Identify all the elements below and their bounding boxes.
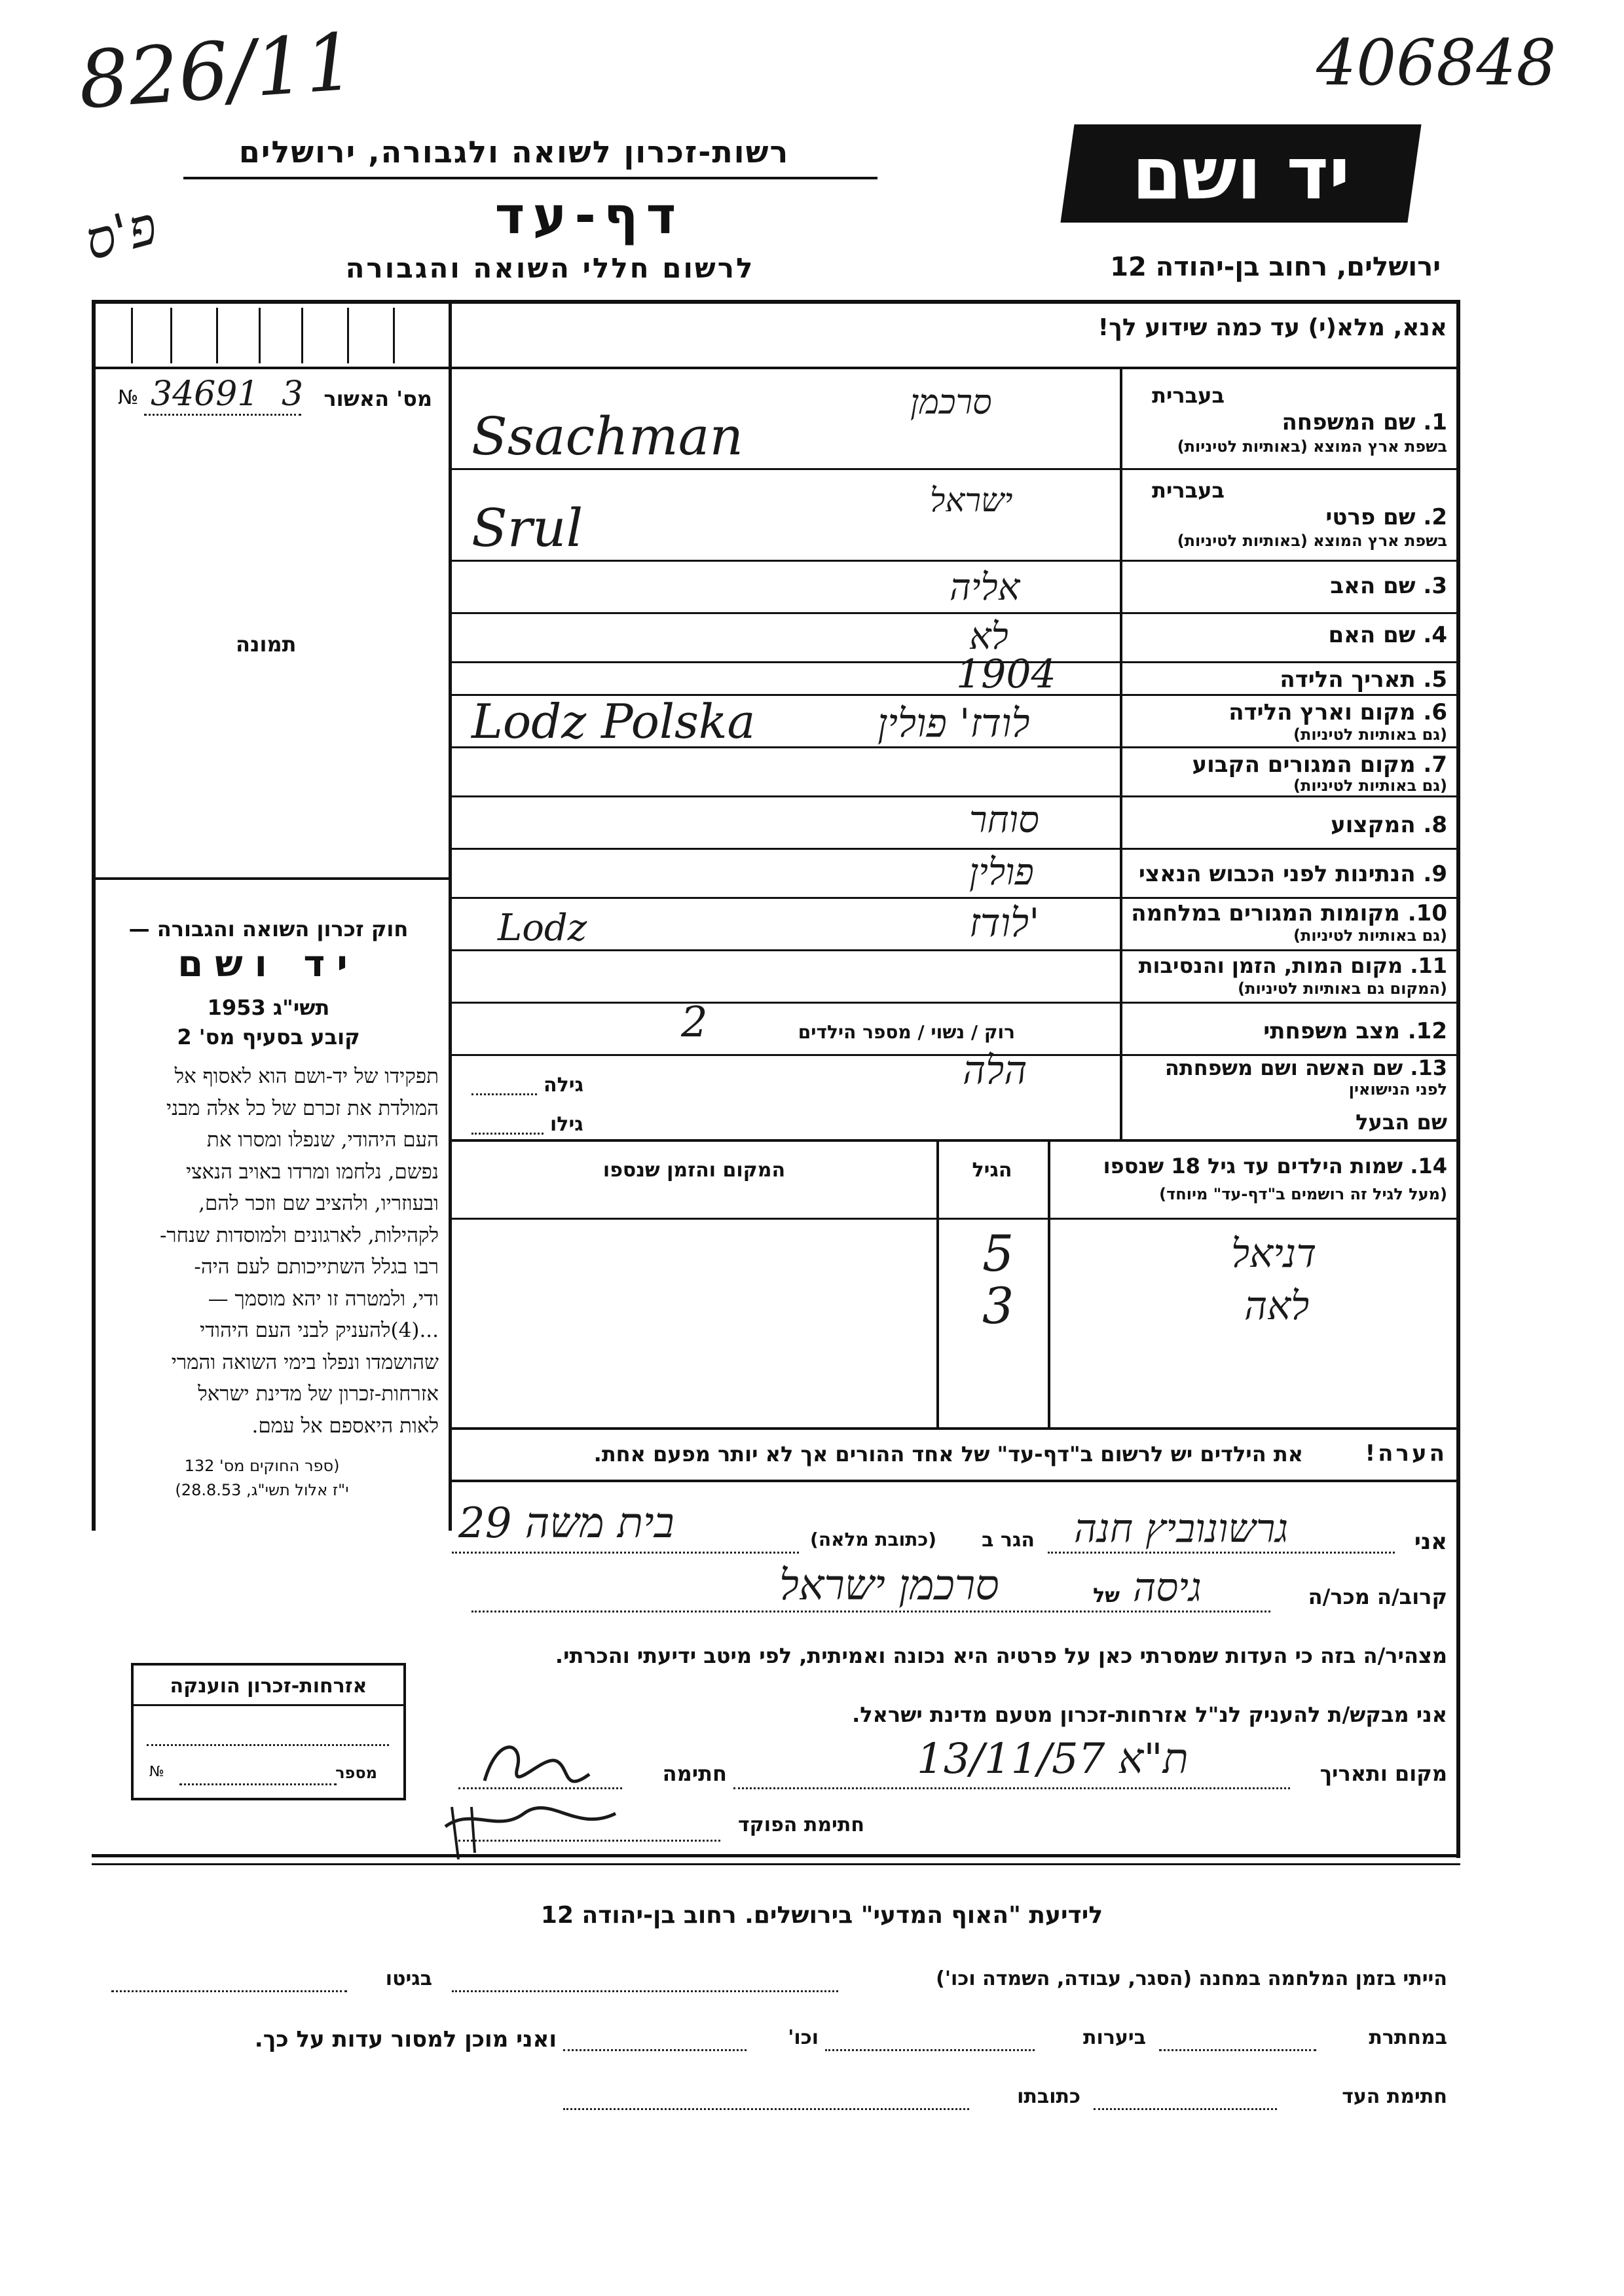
field-2-label: 2. שם פרטי [1325, 504, 1447, 530]
field-6-label: 6. מקום וארץ הלידה [1228, 699, 1447, 725]
organization-title: רשות-זכרון לשואה ולגבורה, ירושלים [238, 134, 790, 170]
instruction-text: אנא, מלא(י) עד כמה שידוע לך! [1098, 314, 1447, 341]
field-10-latin-value: Lodz [498, 907, 587, 949]
field-8-value: סוחר [969, 799, 1039, 841]
field-1-hebrew-value: סרכמן [910, 383, 992, 422]
citizenship-box-title: אזרחות-זכרון הוענקה [134, 1666, 403, 1706]
field-11-label: 11. מקום המות, הזמן והנסיבות [1138, 953, 1447, 978]
field-1-hebrew-tag: בעברית [1152, 383, 1225, 408]
child-1-name: דניאל [1231, 1231, 1317, 1277]
footer-underground-label: במחתרת [1369, 2026, 1447, 2049]
citizenship-box-number-label: מספר [335, 1764, 377, 1782]
husband-age-label: גילו [550, 1113, 583, 1136]
child-2-age: 3 [982, 1277, 1014, 1335]
field-12-children: 2 [681, 998, 708, 1047]
field-12-label: 12. מצב משפחתי [1263, 1018, 1447, 1044]
field-11-sublabel: (המקום גם באותיות לטיניות) [1238, 979, 1447, 998]
yad-vashem-logo: יד ושם [1060, 124, 1421, 223]
footer-forest-label: ביערות [1083, 2026, 1146, 2049]
field-14-sublabel: (מעל לגיל זה רושמים ב"דף-עד" מיוחד) [1159, 1185, 1447, 1203]
field-9-value: פולין [969, 851, 1034, 894]
declaration-text: מצהיר/ה בזה כי העדות שמסרתי כאן על פרטיה היא נכונה ואמיתית, לפי מיטב ידיעתי והכרתי. [555, 1643, 1447, 1668]
field-10-sublabel: (גם באותיות לטיניות) [1293, 926, 1447, 945]
note-text: את הילדים יש לרשום ב"דף-עד" של אחד ההורים אך לא יותר מפעם אחת. [593, 1442, 1303, 1467]
officer-signature-label: חתימת הפוקד [738, 1813, 864, 1836]
signature-label: חתימה [662, 1761, 727, 1786]
field-3-value: אליה [950, 566, 1020, 609]
footer-title: לידיעת "האוף המדעי" בירושלים. רחוב בן-יהודה 12 [540, 1902, 1103, 1929]
field-13-sublabel: לפני הנישואין [1348, 1080, 1447, 1099]
place-date-label: מקום ותאריך [1320, 1761, 1447, 1786]
law-source-2: י"ז אלול תשי"ג, 28.8.53) [175, 1481, 349, 1499]
field-3-label: 3. שם האב [1330, 573, 1447, 599]
field-2-hebrew-value: ישראל [930, 481, 1013, 519]
field-7-sublabel: (גם באותיות לטיניות) [1293, 776, 1447, 795]
law-body: תפקידו של יד-ושם הוא לאסוף אל המולדת את זכרם של כל אלה מבני העם היהודי, שנפלו ומסרו את נפשם, נלחמו ומרדו באויב הנאצי ובעוזריו, ולהציב שם וזכר להם, לקהילות, לארגונים ולמוסדות שנחר- רבו בגלל השתייכותם לעם היה- ודי, ולמטרה זו יהא מוסמך — ...(4)להעניק לבני העם היהודי שהושמדו ונפלו בימי השואה והמרי אזרחות-זכרון של מדינת ישראל לאות היאספם אל עמם. [159, 1065, 439, 1438]
declarant-name: גרשונוביץ חנה [1074, 1506, 1289, 1552]
field-13-label: 13. שם האשה ושם משפחתה [1164, 1055, 1447, 1080]
field-6-latin-value: Lodz Polska [471, 694, 756, 749]
field-6-sublabel: (גם באותיות לטיניות) [1293, 725, 1447, 744]
footer-camp-text: הייתי בזמן המלחמה במחנה (הסגר, עבודה, השמדה וכו') [936, 1967, 1447, 1990]
child-2-name: לאה [1244, 1283, 1310, 1329]
field-1-sublabel: בשפת ארץ המוצא (באותיות לטיניות) [1177, 437, 1447, 456]
citizenship-request-text: אני מבקש/ת להעניק לנ"ל אזרחות-זכרון מטעם מדינת ישראל. [852, 1702, 1447, 1727]
field-14-label: 14. שמות הילדים עד גיל 18 שנספו [1103, 1154, 1447, 1178]
footer-address-label: כתובתו [1017, 2085, 1080, 2108]
field-5-label: 5. תאריך הלידה [1280, 666, 1447, 693]
citizenship-box [131, 1663, 406, 1800]
field-4-label: 4. שם האם [1328, 622, 1447, 648]
field-13-value: הלה [963, 1048, 1027, 1093]
footer-ready-text: ואני מוכן למסור עדות על כך. [254, 2026, 557, 2052]
wife-age-label: גילה [544, 1074, 583, 1097]
field-10-label: 10. מקומות המגורים במלחמה [1131, 900, 1447, 926]
approval-number-symbol: № [118, 386, 139, 409]
field-9-label: 9. הנתינות לפני הכבוש הנאצי [1138, 861, 1447, 887]
law-logo: יד ושם [177, 943, 360, 985]
law-title: חוק זכרון השואה והגבורה — [128, 917, 409, 941]
field-4-value: לא [969, 615, 1008, 658]
address-label: (כתובת מלאה) [810, 1529, 936, 1550]
law-year: תשי"ג 1953 [207, 995, 330, 1020]
field-2-hebrew-tag: בעברית [1152, 478, 1225, 503]
field-2-latin-value: Srul [471, 498, 583, 558]
place-date-value: ת"א 13/11/57 [917, 1735, 1189, 1783]
decl-ani: אני [1414, 1529, 1447, 1555]
field-8-label: 8. המקצוע [1331, 812, 1447, 838]
field-10-hebrew-value: לודז' [969, 900, 1040, 946]
approval-label: מס' האשור [323, 386, 432, 411]
field-12-options: רוק / נשוי / מספר הילדים [798, 1021, 1015, 1043]
side-handwritten-mark: פ'ס [78, 194, 164, 272]
relative-label: קרוב/ה מכר/ה [1308, 1584, 1447, 1609]
address: ירושלים, רחוב בן-יהודה 12 [1110, 252, 1441, 282]
field-1-latin-value: Ssachman [471, 406, 743, 467]
footer-witness-signature-label: חתימת העד [1342, 2085, 1447, 2108]
field-1-label: 1. שם המשפחה [1282, 409, 1447, 435]
citizenship-box-number-symbol: № [149, 1764, 164, 1780]
field-14-age-column: הגיל [972, 1159, 1012, 1182]
approval-volume: 3 [282, 374, 304, 414]
child-1-age: 5 [982, 1224, 1014, 1283]
lives-at-label: הגר ב [982, 1529, 1035, 1552]
footer-etc-label: וכו' [788, 2026, 819, 2049]
law-source-1: (ספר החוקים מס' 132 [184, 1457, 340, 1475]
archive-number: 406848 [1316, 26, 1557, 100]
relative-name: סרכמן ישראל [779, 1561, 999, 1610]
approval-number: 34691 [151, 374, 259, 414]
field-6-hebrew-value: לודז' פולין [877, 701, 1030, 746]
field-5-value: 1904 [956, 651, 1056, 697]
footer-ghetto-label: בגיטו [385, 1967, 432, 1990]
photo-label: תמונה [236, 632, 297, 657]
law-section: קובע בסעיף מס' 2 [177, 1025, 360, 1049]
relation-value: גיסה [1133, 1565, 1202, 1611]
husband-label: שם הבעל [1356, 1110, 1447, 1135]
field-7-label: 7. מקום המגורים הקבוע [1192, 752, 1447, 778]
declarant-address: בית משה 29 [458, 1499, 674, 1548]
note-label: הערה! [1365, 1440, 1447, 1467]
field-14-place-column: המקום והזמן שנספו [602, 1159, 786, 1182]
of-label: של [1093, 1584, 1120, 1607]
top-left-handwriting: 826/11 [75, 16, 358, 127]
form-title: דף-עד [494, 187, 684, 246]
form-subtitle: לרשום חללי השואה והגבורה [345, 252, 755, 284]
field-2-sublabel: בשפת ארץ המוצא (באותיות לטיניות) [1177, 532, 1447, 550]
